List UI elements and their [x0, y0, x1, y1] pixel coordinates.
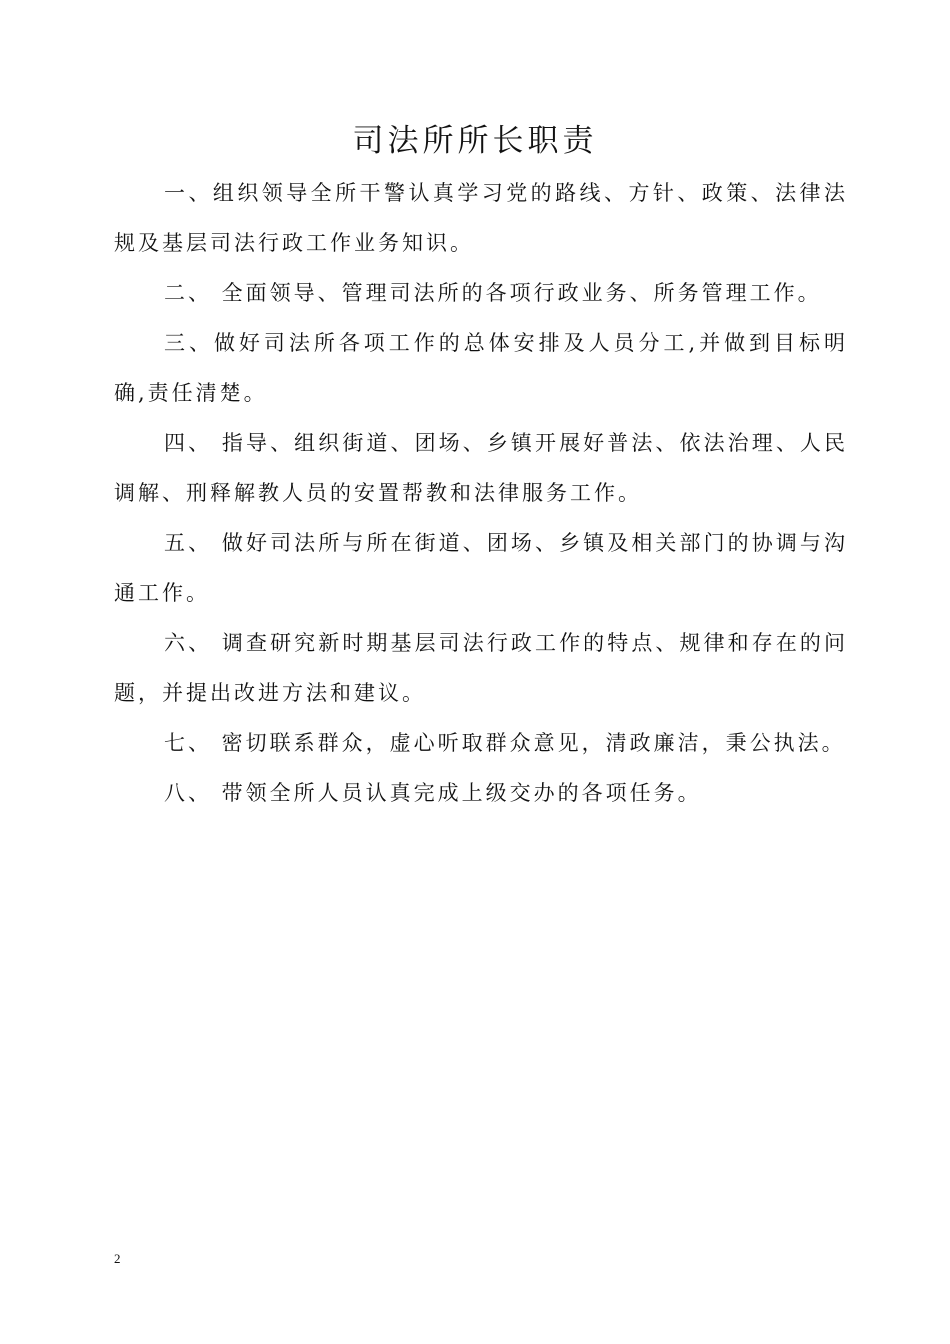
duty-paragraph-4: 四、 指导、组织街道、团场、乡镇开展好普法、依法治理、人民调解、刑释解教人员的安置帮教和法律服务工作。: [114, 431, 848, 505]
duty-paragraph-2: 二、 全面领导、管理司法所的各项行政业务、所务管理工作。: [164, 281, 822, 305]
duty-paragraph-5: 五、 做好司法所与所在街道、团场、乡镇及相关部门的协调与沟通工作。: [114, 531, 848, 605]
duty-paragraph-8: 八、 带领全所人员认真完成上级交办的各项任务。: [164, 781, 702, 805]
document-title: 司法所所长职责: [352, 122, 598, 159]
duty-paragraph-3: 三、做好司法所各项工作的总体安排及人员分工,并做到目标明确,责任清楚。: [114, 331, 848, 405]
duty-paragraph-7: 七、 密切联系群众，虚心听取群众意见，清政廉洁，秉公执法。: [164, 731, 846, 755]
duty-paragraph-1: 一、组织领导全所干警认真学习党的路线、方针、政策、法律法规及基层司法行政工作业务知识。: [114, 181, 848, 255]
page-number: 2: [114, 1251, 121, 1266]
duty-paragraph-6: 六、 调查研究新时期基层司法行政工作的特点、规律和存在的问题，并提出改进方法和建议。: [114, 631, 848, 705]
document-body: [114, 168, 848, 818]
